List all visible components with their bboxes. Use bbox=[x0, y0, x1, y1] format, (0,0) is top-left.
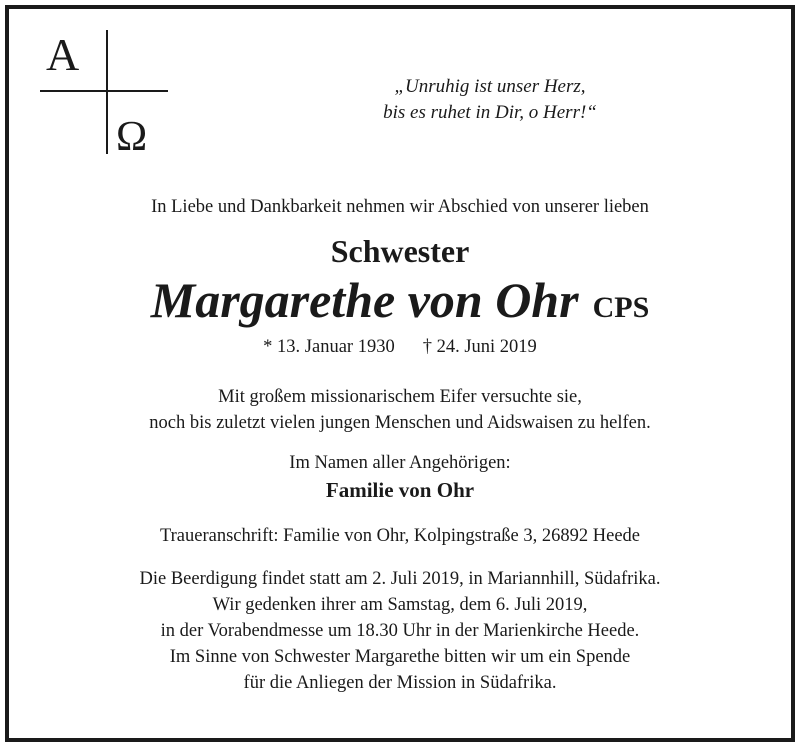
cross-vertical-line bbox=[106, 30, 108, 154]
quote-line-2: bis es ruhet in Dir, o Herr!“ bbox=[383, 102, 597, 123]
tribute-line-1: Mit großem missionarischem Eifer versuchte sie, bbox=[218, 387, 582, 407]
funeral-info bbox=[0, 566, 800, 696]
title-sister: Schwester bbox=[330, 233, 470, 269]
alpha-omega-cross-icon bbox=[28, 30, 168, 162]
cross-horizontal-line bbox=[40, 90, 168, 92]
life-dates bbox=[0, 334, 800, 360]
deceased-name-main: Margarethe von Ohr bbox=[150, 272, 579, 328]
quote-line-1: „Unruhig ist unser Herz, bbox=[394, 76, 586, 97]
family-name: Familie von Ohr bbox=[325, 478, 475, 502]
funeral-line-2: Wir gedenken ihrer am Samstag, dem 6. Juli 2019, bbox=[212, 595, 588, 615]
omega-symbol: Ω bbox=[116, 114, 148, 160]
bible-quote bbox=[300, 74, 680, 126]
intro-text: In Liebe und Dankbarkeit nehmen wir Abschied von unserer lieben bbox=[151, 197, 649, 217]
death-date: † 24. Juni 2019 bbox=[422, 337, 537, 357]
funeral-line-1: Die Beerdigung findet statt am 2. Juli 2019, in Mariannhill, Südafrika. bbox=[139, 569, 661, 589]
tribute-line-2: noch bis zuletzt vielen jungen Menschen und Aidswaisen zu helfen. bbox=[149, 413, 651, 433]
funeral-line-5: für die Anliegen der Mission in Südafrika. bbox=[243, 673, 557, 693]
tribute-text bbox=[0, 384, 800, 436]
funeral-line-4: Im Sinne von Schwester Margarethe bitten wir um ein Spende bbox=[169, 647, 631, 667]
alpha-symbol: A bbox=[46, 29, 80, 80]
funeral-line-3: in der Vorabendmesse um 18.30 Uhr in der Marienkirche Heede. bbox=[160, 621, 640, 641]
birth-date: * 13. Januar 1930 bbox=[263, 337, 395, 357]
deceased-name-suffix: CPS bbox=[592, 291, 650, 324]
mourning-address: Traueranschrift: Familie von Ohr, Kolpingstraße 3, 26892 Heede bbox=[160, 526, 640, 546]
family-intro: Im Namen aller Angehörigen: bbox=[289, 453, 511, 473]
deceased-name bbox=[0, 272, 800, 336]
